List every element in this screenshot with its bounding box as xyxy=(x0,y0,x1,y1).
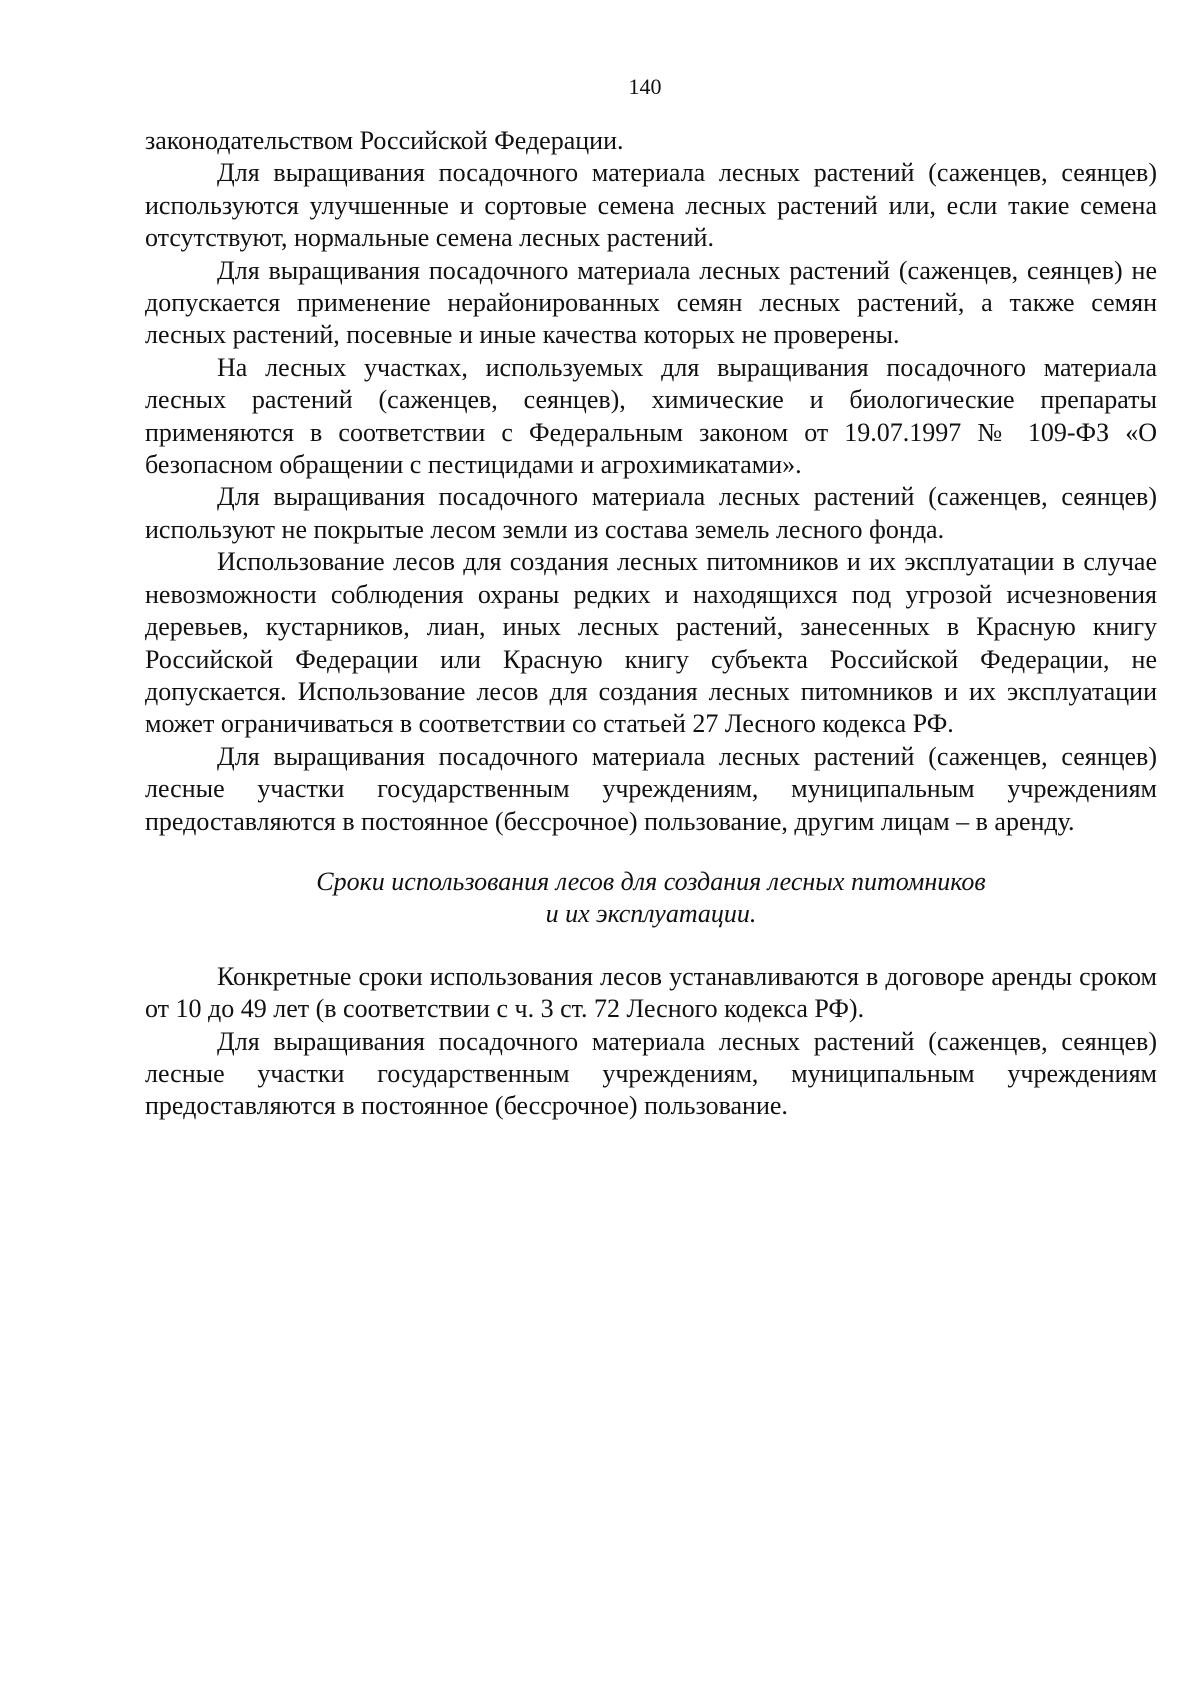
paragraph-land-use-rights: Для выращивания посадочного материала лесных растений (саженцев, сеянцев) лесные участки государственным учреждениям, муниципальным учреждениям предоставляются в постоянное (бессрочное) пользование, другим лицам – в аренду. xyxy=(145,741,1157,836)
paragraph-red-book: Использование лесов для создания лесных питомников и их эксплуатации в случае невозможности соблюдения охраны редких и находящихся под угрозой исчезновения деревьев, кустарников, лиан, иных лесных растений, занесенных в Красную книгу Российской Федерации или Красную книгу субъекта Российской Федерации, не допускается. Использование лесов для создания лесных питомников и их эксплуатации может ограничиваться в соответствии со статьей 27 Лесного кодекса РФ. xyxy=(145,547,1157,739)
document-body xyxy=(145,125,1157,1123)
paragraph-lease-terms: Конкретные сроки использования лесов устанавливаются в договоре аренды сроком от 10 до 49 лет (в соответствии с ч. 3 ст. 72 Лесного кодекса РФ). xyxy=(145,961,1157,1024)
page-number: 140 xyxy=(628,74,662,99)
paragraph-chemicals: На лесных участках, используемых для выращивания посадочного материала лесных растений (саженцев, сеянцев), химические и биологические препараты применяются в соответствии с Федеральным законом от 19.07.1997 № 109-ФЗ «О безопасном обращении с пестицидами и агрохимикатами». xyxy=(145,352,1157,480)
paragraph-lands: Для выращивания посадочного материала лесных растений (саженцев, сеянцев) используют не покрытые лесом земли из состава земель лесного фонда. xyxy=(145,482,1157,544)
paragraph-continuation: законодательством Российской Федерации. xyxy=(145,126,624,155)
section-heading xyxy=(145,866,1157,931)
section-heading-line: Сроки использования лесов для создания лесных питомников xyxy=(316,866,986,896)
paragraph-seed-restrictions: Для выращивания посадочного материала лесных растений (саженцев, сеянцев) не допускается применение нерайонированных семян лесных растений, а также семян лесных растений, посевные и иные качества которых не проверены. xyxy=(145,255,1157,350)
section-heading-line: и их эксплуатации. xyxy=(545,899,757,929)
paragraph-seeds: Для выращивания посадочного материала лесных растений (саженцев, сеянцев) используются улучшенные и сортовые семена лесных растений или, если такие семена отсутствуют, нормальные семена лесных растений. xyxy=(145,158,1157,253)
paragraph-permanent-use: Для выращивания посадочного материала лесных растений (саженцев, сеянцев) лесные участки государственным учреждениям, муниципальным учреждениям предоставляются в постоянное (бессрочное) пользование. xyxy=(145,1026,1157,1121)
